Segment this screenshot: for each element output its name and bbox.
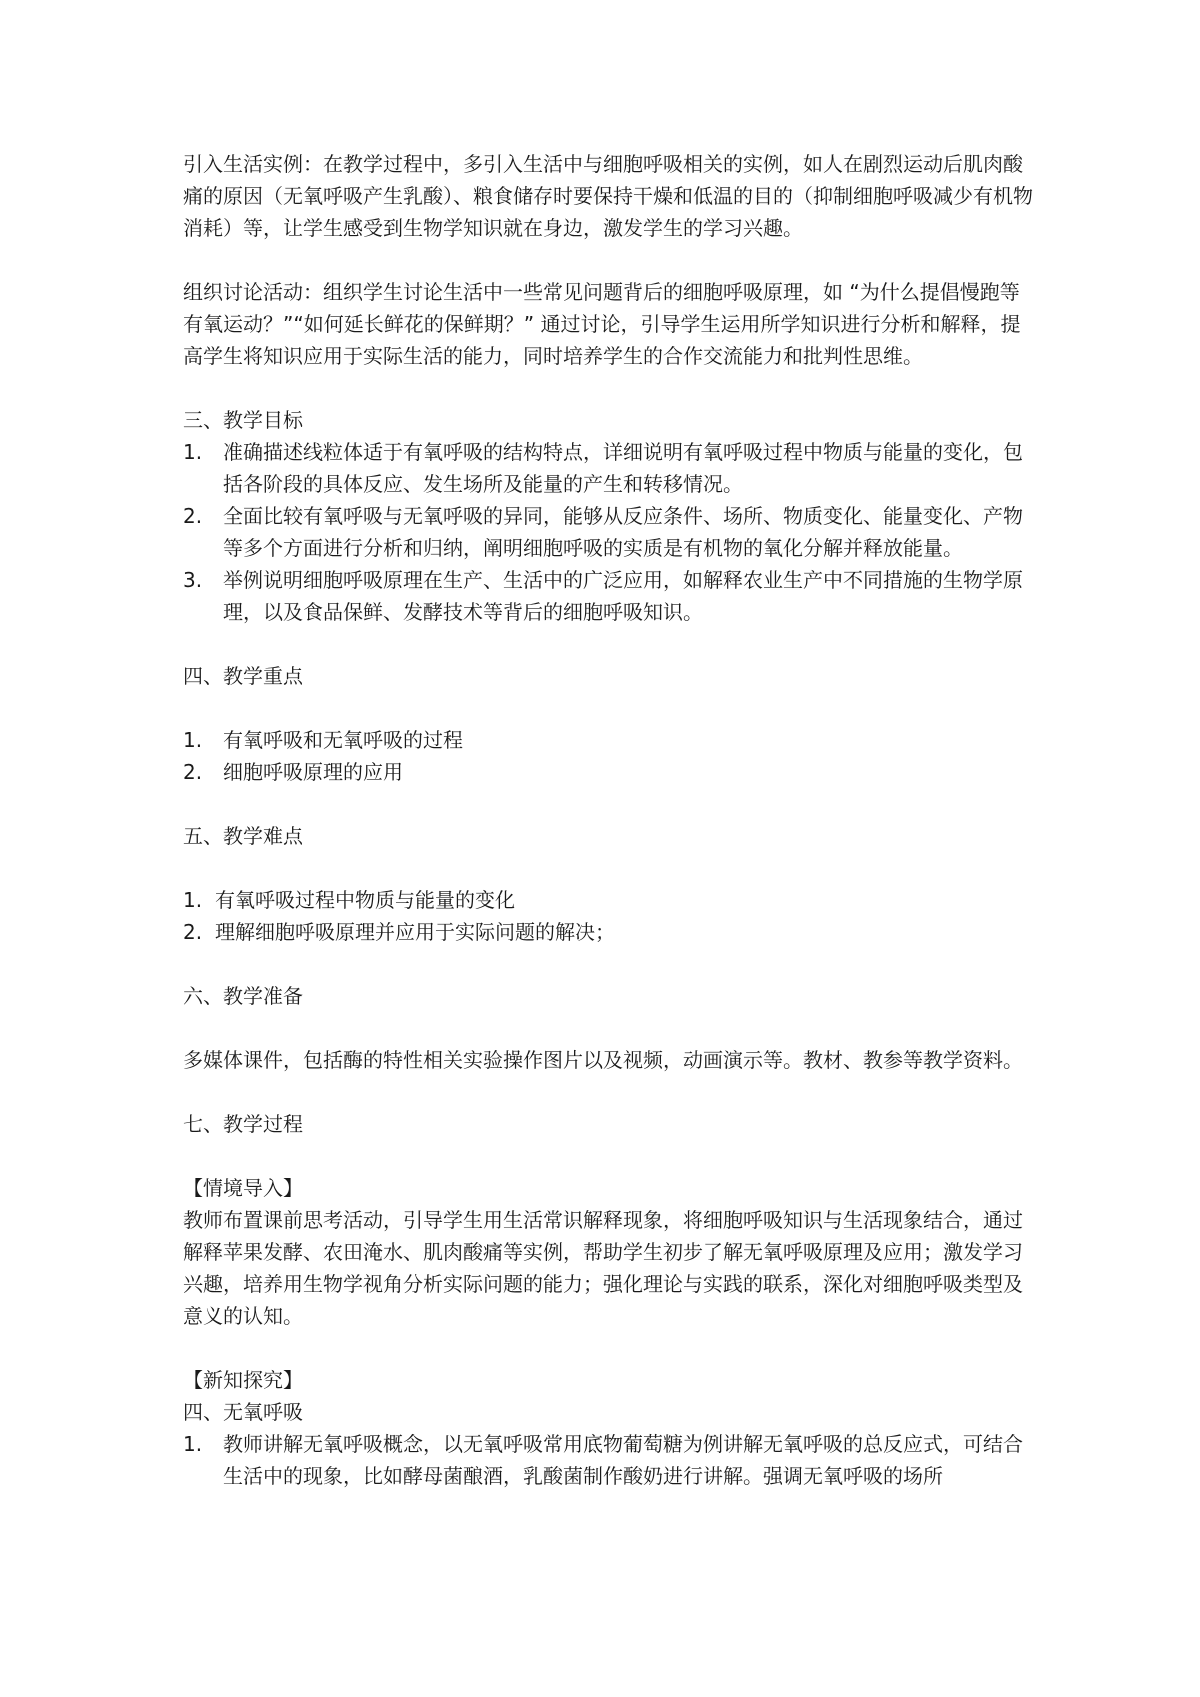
preparation-heading: 六、教学准备 (183, 984, 303, 1008)
list-number: 2. (183, 920, 203, 944)
objectives-heading: 三、教学目标 (183, 408, 303, 432)
new-knowledge-title: 【新知探究】 (183, 1368, 303, 1392)
list-number: 1. (183, 728, 203, 752)
list-text: 全面比较有氧呼吸与无氧呼吸的异同，能够从反应条件、场所、物质变化、能量变化、产物等多个方面进行分析和归纳，阐明细胞呼吸的实质是有机物的氧化分解并释放能量。 (223, 504, 1023, 560)
list-item (183, 436, 1033, 500)
list-item (183, 916, 1033, 948)
list-text: 理解细胞呼吸原理并应用于实际问题的解决； (215, 920, 615, 944)
list-item (183, 500, 1033, 564)
list-number: 1. (183, 1432, 203, 1456)
list-text: 有氧呼吸和无氧呼吸的过程 (223, 728, 463, 752)
preparation-text: 多媒体课件，包括酶的特性相关实验操作图片以及视频，动画演示等。教材、教参等教学资料。 (183, 1048, 1023, 1072)
list-item (183, 564, 1033, 628)
list-item (183, 724, 1033, 756)
list-number: 3. (183, 568, 203, 592)
intro-paragraph-life-examples: 引入生活实例：在教学过程中，多引入生活中与细胞呼吸相关的实例，如人在剧烈运动后肌肉酸痛的原因（无氧呼吸产生乳酸）、粮食储存时要保持干燥和低温的目的（抑制细胞呼吸减少有机物消耗）等，让学生感受到生物学知识就在身边，激发学生的学习兴趣。 (183, 152, 1033, 240)
scenario-intro-title: 【情境导入】 (183, 1176, 303, 1200)
intro-paragraph-discussion: 组织讨论活动：组织学生讨论生活中一些常见问题背后的细胞呼吸原理，如 “为什么提倡慢跑等有氧运动？”“如何延长鲜花的保鲜期？” 通过讨论，引导学生运用所学知识进行分析和解释，提高学生将知识应用于实际生活的能力，同时培养学生的合作交流能力和批判性思维。 (183, 280, 1021, 368)
list-text: 有氧呼吸过程中物质与能量的变化 (215, 888, 515, 912)
key-points-heading: 四、教学重点 (183, 664, 303, 688)
difficulties-heading: 五、教学难点 (183, 824, 303, 848)
list-item (183, 1428, 1033, 1492)
scenario-intro-text: 教师布置课前思考活动，引导学生用生活常识解释现象，将细胞呼吸知识与生活现象结合，通过解释苹果发酵、农田淹水、肌肉酸痛等实例，帮助学生初步了解无氧呼吸原理及应用；激发学习兴趣，培养用生物学视角分析实际问题的能力；强化理论与实践的联系，深化对细胞呼吸类型及意义的认知。 (183, 1208, 1023, 1328)
objectives-list (183, 436, 1033, 628)
list-number: 1. (183, 440, 203, 464)
process-heading: 七、教学过程 (183, 1112, 303, 1136)
list-number: 2. (183, 504, 203, 528)
process-list (183, 1428, 1033, 1492)
list-item (183, 884, 1033, 916)
list-text: 准确描述线粒体适于有氧呼吸的结构特点，详细说明有氧呼吸过程中物质与能量的变化，包括各阶段的具体反应、发生场所及能量的产生和转移情况。 (223, 440, 1023, 496)
difficulties-list (183, 884, 1033, 948)
list-text: 举例说明细胞呼吸原理在生产、生活中的广泛应用，如解释农业生产中不同措施的生物学原理，以及食品保鲜、发酵技术等背后的细胞呼吸知识。 (223, 568, 1023, 624)
list-item (183, 756, 1033, 788)
list-number: 1. (183, 888, 203, 912)
list-text: 细胞呼吸原理的应用 (223, 760, 403, 784)
list-number: 2. (183, 760, 203, 784)
document-page (183, 148, 1033, 1492)
key-points-list (183, 724, 1033, 788)
anaerobic-subheading: 四、无氧呼吸 (183, 1400, 303, 1424)
list-text: 教师讲解无氧呼吸概念，以无氧呼吸常用底物葡萄糖为例讲解无氧呼吸的总反应式，可结合生活中的现象，比如酵母菌酿酒，乳酸菌制作酸奶进行讲解。强调无氧呼吸的场所 (223, 1432, 1023, 1488)
